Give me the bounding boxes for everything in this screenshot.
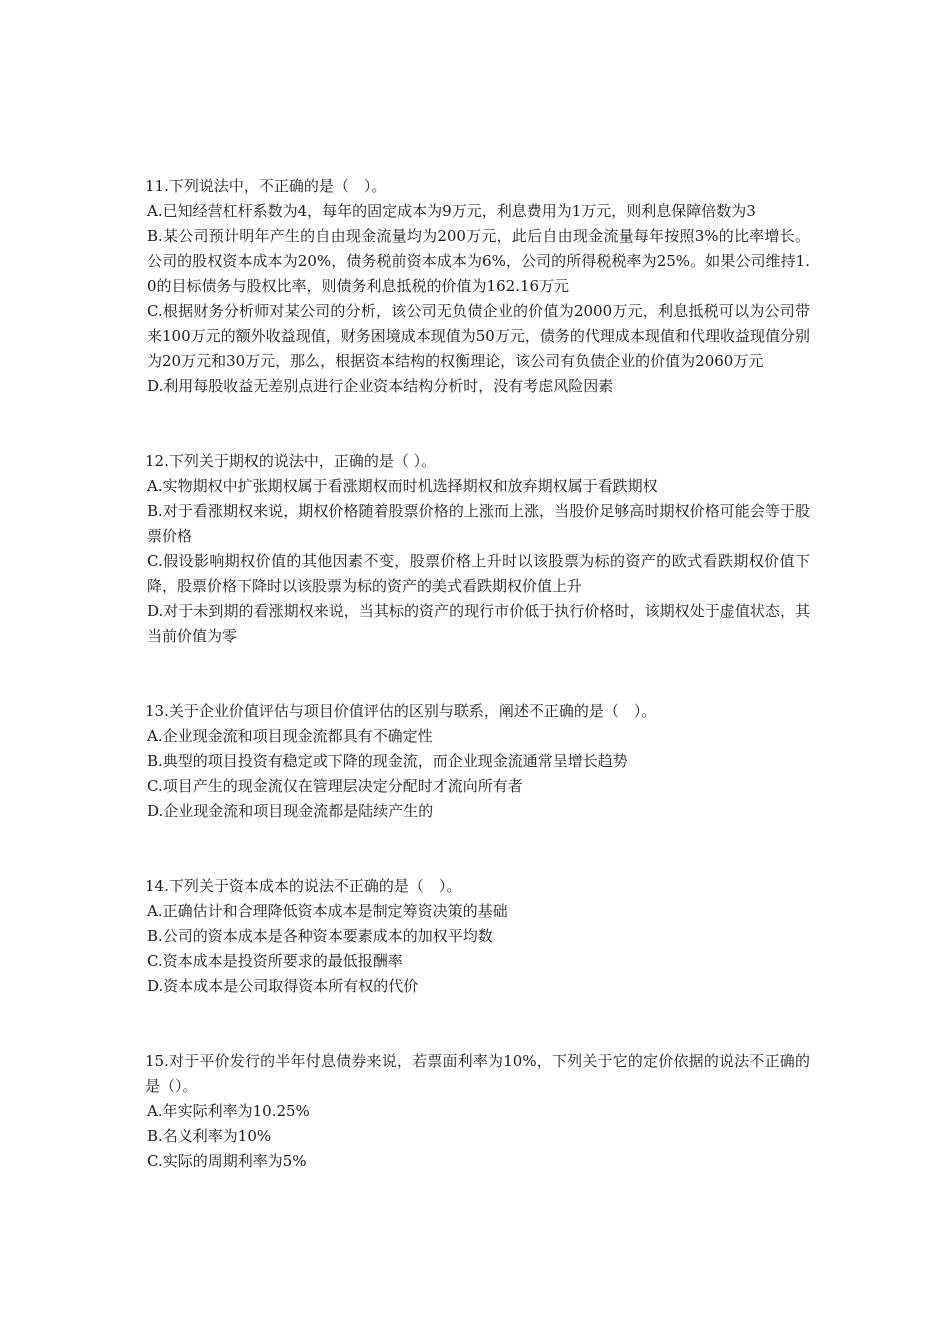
question-12 [145,449,810,649]
question-13 [145,699,810,824]
spacer [145,399,810,449]
question-14 [145,874,810,999]
option-b: B.名义利率为10% [147,1127,272,1145]
option-c: C.实际的周期利率为5% [147,1152,307,1170]
option-d: D.企业现金流和项目现金流都是陆续产生的 [147,802,434,820]
option-b: B.典型的项目投资有稳定或下降的现金流，而企业现金流通常呈增长趋势 [147,752,628,770]
question-stem: 15.对于平价发行的半年付息债券来说，若票面利率为10%，下列关于它的定价依据的说法不正确的是（）。 [145,1052,810,1095]
spacer [145,999,810,1049]
option-a: A.正确估计和合理降低资本成本是制定筹资决策的基础 [147,902,508,920]
option-a: A.企业现金流和项目现金流都具有不确定性 [147,727,433,745]
option-c: C.资本成本是投资所要求的最低报酬率 [147,952,403,970]
option-d: D.资本成本是公司取得资本所有权的代价 [147,977,419,995]
option-a: A.已知经营杠杆系数为4，每年的固定成本为9万元，利息费用为1万元，则利息保障倍数为3 [147,202,756,220]
spacer [145,824,810,874]
option-c: C.假设影响期权价值的其他因素不变，股票价格上升时以该股票为标的资产的欧式看跌期权价值下降，股票价格下降时以该股票为标的资产的美式看跌期权价值上升 [147,552,810,595]
option-b: B.某公司预计明年产生的自由现金流量均为200万元，此后自由现金流量每年按照3%的比率增长。公司的股权资本成本为20%，债务税前资本成本为6%，公司的所得税税率为25%。如果公司维持1.0的目标债务与股权比率，则债务利息抵税的价值为162.16万元 [147,227,810,295]
spacer [145,649,810,699]
option-c: C.根据财务分析师对某公司的分析，该公司无负债企业的价值为2000万元，利息抵税可以为公司带来100万元的额外收益现值，财务困境成本现值为50万元，债务的代理成本现值和代理收益现值分别为20万元和30万元，那么，根据资本结构的权衡理论，该公司有负债企业的价值为2060万元 [147,302,810,370]
option-b: B.公司的资本成本是各种资本要素成本的加权平均数 [147,927,493,945]
option-a: A.实物期权中扩张期权属于看涨期权而时机选择期权和放弃期权属于看跌期权 [147,477,658,495]
question-11 [145,174,810,399]
option-d: D.利用每股收益无差别点进行企业资本结构分析时，没有考虑风险因素 [147,377,614,395]
question-stem: 14.下列关于资本成本的说法不正确的是（ ）。 [145,877,462,895]
question-stem: 13.关于企业价值评估与项目价值评估的区别与联系，阐述不正确的是（ ）。 [145,702,657,720]
question-15 [145,1049,810,1174]
option-d: D.对于未到期的看涨期权来说，当其标的资产的现行市价低于执行价格时，该期权处于虚值状态，其当前价值为零 [147,602,810,645]
option-b: B.对于看涨期权来说，期权价格随着股票价格的上涨而上涨，当股价足够高时期权价格可能会等于股票价格 [147,502,810,545]
question-stem: 11.下列说法中，不正确的是（ ）。 [145,177,387,195]
option-a: A.年实际利率为10.25% [147,1102,310,1120]
option-c: C.项目产生的现金流仅在管理层决定分配时才流向所有者 [147,777,523,795]
document-page [145,174,810,1174]
question-stem: 12.下列关于期权的说法中，正确的是（ ）。 [145,452,437,470]
